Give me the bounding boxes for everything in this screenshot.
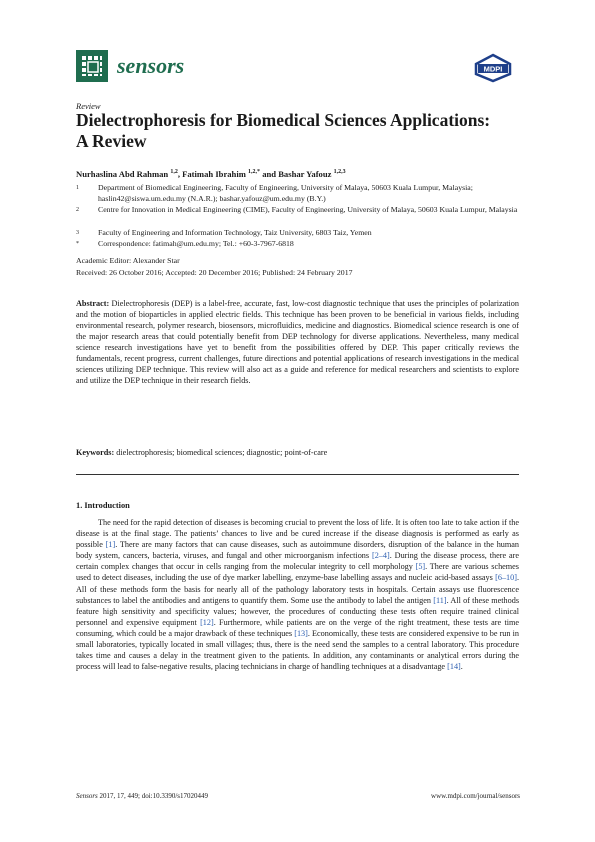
keywords (76, 448, 519, 457)
affiliation-number: 1 (76, 185, 79, 191)
body-text: . During the disease process, there are certain complex changes that occur in cells ranging from the molecular integrity to cell morphology (76, 551, 519, 572)
article-title: Dielectrophoresis for Biomedical Sciences Applications: A Review (76, 110, 491, 151)
sensors-logo-icon (76, 50, 108, 82)
keywords-label: Keywords: (76, 448, 115, 457)
body-text: The need for the rapid detection of diseases is becoming crucial to prevent the loss of life. It is often too late to take action if the disease is at the final stage. The patients’ chances to live and be cured increase if the disease diagnosis is performed as early as possible (76, 518, 519, 550)
citation-link[interactable]: [6–10] (495, 573, 517, 583)
body-text: . There are various schemes used to detect diseases, including the use of dye marker labelling, enzyme-base labelling assays and nucleic acid-based assays (76, 562, 519, 583)
section-divider (76, 474, 519, 475)
author-name: Nurhaslina Abd Rahman (76, 169, 169, 179)
publication-dates: Received: 26 October 2016; Accepted: 20 December 2016; Published: 24 February 2017 (76, 268, 353, 277)
affiliation-number: * (76, 241, 79, 247)
journal-url[interactable]: www.mdpi.com/journal/sensors (431, 792, 520, 800)
author-separator: and (260, 169, 279, 179)
article-type: Review (76, 101, 101, 111)
abstract-text: Dielectrophoresis (DEP) is a label-free, accurate, fast, low-cost diagnostic technique that uses the principles of polarization and the motion of bioparticles in applied electric fields. This technique has been proven to be beneficial in various fields, including environmental research, polymer research, biosensors, microfluidics, medicine and diagnostics. Biomedical science research is one of the major research areas that could potentially benefit from DEP technology for diverse applications. Nevertheless, many medical science research investigations have yet to benefit from the possibilities offered by DEP. This paper critically reviews the fundamentals, recent progress, current challenges, future directions and potential applications of research investigations in the medical sciences utilizing DEP technique. This review will also act as a guide and reference for medical researchers and scientists to explore and utilize the DEP technique in their research fields. (76, 299, 519, 385)
citation-details: 2017, 17, 449; doi:10.3390/s17020449 (97, 792, 209, 800)
citation-link[interactable]: [11] (433, 595, 447, 605)
author-name: Bashar Yafouz (278, 169, 332, 179)
author-affil-sup: 1,2,* (248, 169, 261, 176)
body-text: . Furthermore, while patients are on the verge of the right treatment, these tests are time consuming, which could be a major drawback of these techniques (76, 617, 519, 638)
author-name: Fatimah Ibrahim (182, 169, 246, 179)
affiliation-text: Centre for Innovation in Medical Engineering (CIME), Faculty of Engineering, University of Malaya, 50603 Kuala Lumpur, Malaysia (98, 205, 518, 214)
author-affil-sup: 1,2 (170, 169, 178, 176)
affiliation (76, 205, 526, 216)
affiliation-number: 3 (76, 230, 79, 236)
body-text: . There are many factors that can cause diseases, such as autoimmune disorders, disruption of the balance in the human body system, cancers, bacteria, viruses, and fungal and other microorganism infections (76, 540, 519, 561)
journal-name: sensors (117, 53, 185, 78)
citation-link[interactable]: [5] (415, 562, 426, 572)
keywords-text: dielectrophoresis; biomedical sciences; diagnostic; point-of-care (116, 448, 328, 457)
citation-link[interactable]: [14] (447, 662, 461, 672)
body-text: . All of these methods form the basis for nearly all of the pathology laboratory tests in hospitals. Certain assays use fluorescence substances to label the antibodies and antigens to quantify them. Some use the antibody to label the antigen (76, 573, 519, 605)
citation-link[interactable]: [2–4] (371, 551, 390, 561)
affiliation (76, 228, 526, 239)
citation-link[interactable]: [13] (294, 628, 308, 638)
citation-footer (76, 792, 208, 800)
mdpi-logo-icon (470, 53, 516, 83)
author-separator: , (177, 169, 183, 179)
body-text: . All of these methods feature high sensitivity and specificity values; however, the procedures of conducting these tests often require trained clinical personnel and expensive equipment (76, 595, 520, 627)
svg-text:MDPI: MDPI (483, 64, 503, 74)
affiliation-number: 2 (76, 207, 79, 213)
affiliation-text: Department of Biomedical Engineering, Faculty of Engineering, University of Malaya, 50603 Kuala Lumpur, Malaysia; haslin42@siswa.um.edu.my (N.A.R.); bashar.yafouz@um.edu.my (B.Y.) (98, 183, 473, 203)
academic-editor: Academic Editor: Alexander Star (76, 256, 180, 265)
body-text: . Economically, these tests are considered expensive to be run in small laboratories, typically located in small villages; thus, there is the need send the samples to a central laboratory. This procedure takes time and causes a delay in the treatment given to the patients. In addition, any contaminants or analytical errors during the process will lead to false-negative results, placing technicians in charge of handling techniques at a disadvantage (76, 628, 519, 672)
citation-link[interactable]: [12] (200, 617, 214, 627)
affiliation (76, 183, 526, 204)
abstract (76, 298, 519, 386)
introduction-paragraph (76, 517, 519, 672)
citation-journal: Sensors (76, 792, 98, 800)
section-heading: 1. Introduction (76, 501, 130, 510)
abstract-label: Abstract: (76, 299, 110, 308)
citation-link[interactable]: [1] (105, 540, 116, 550)
author-list (76, 169, 346, 179)
affiliation-text: Faculty of Engineering and Information Technology, Taiz University, 6803 Taiz, Yemen (98, 228, 372, 237)
body-text: . (460, 662, 463, 672)
author-affil-sup: 1,2,3 (333, 169, 346, 176)
correspondence (76, 239, 526, 250)
affiliation-text: Correspondence: fatimah@um.edu.my; Tel.: +60-3-7967-6818 (98, 239, 294, 248)
